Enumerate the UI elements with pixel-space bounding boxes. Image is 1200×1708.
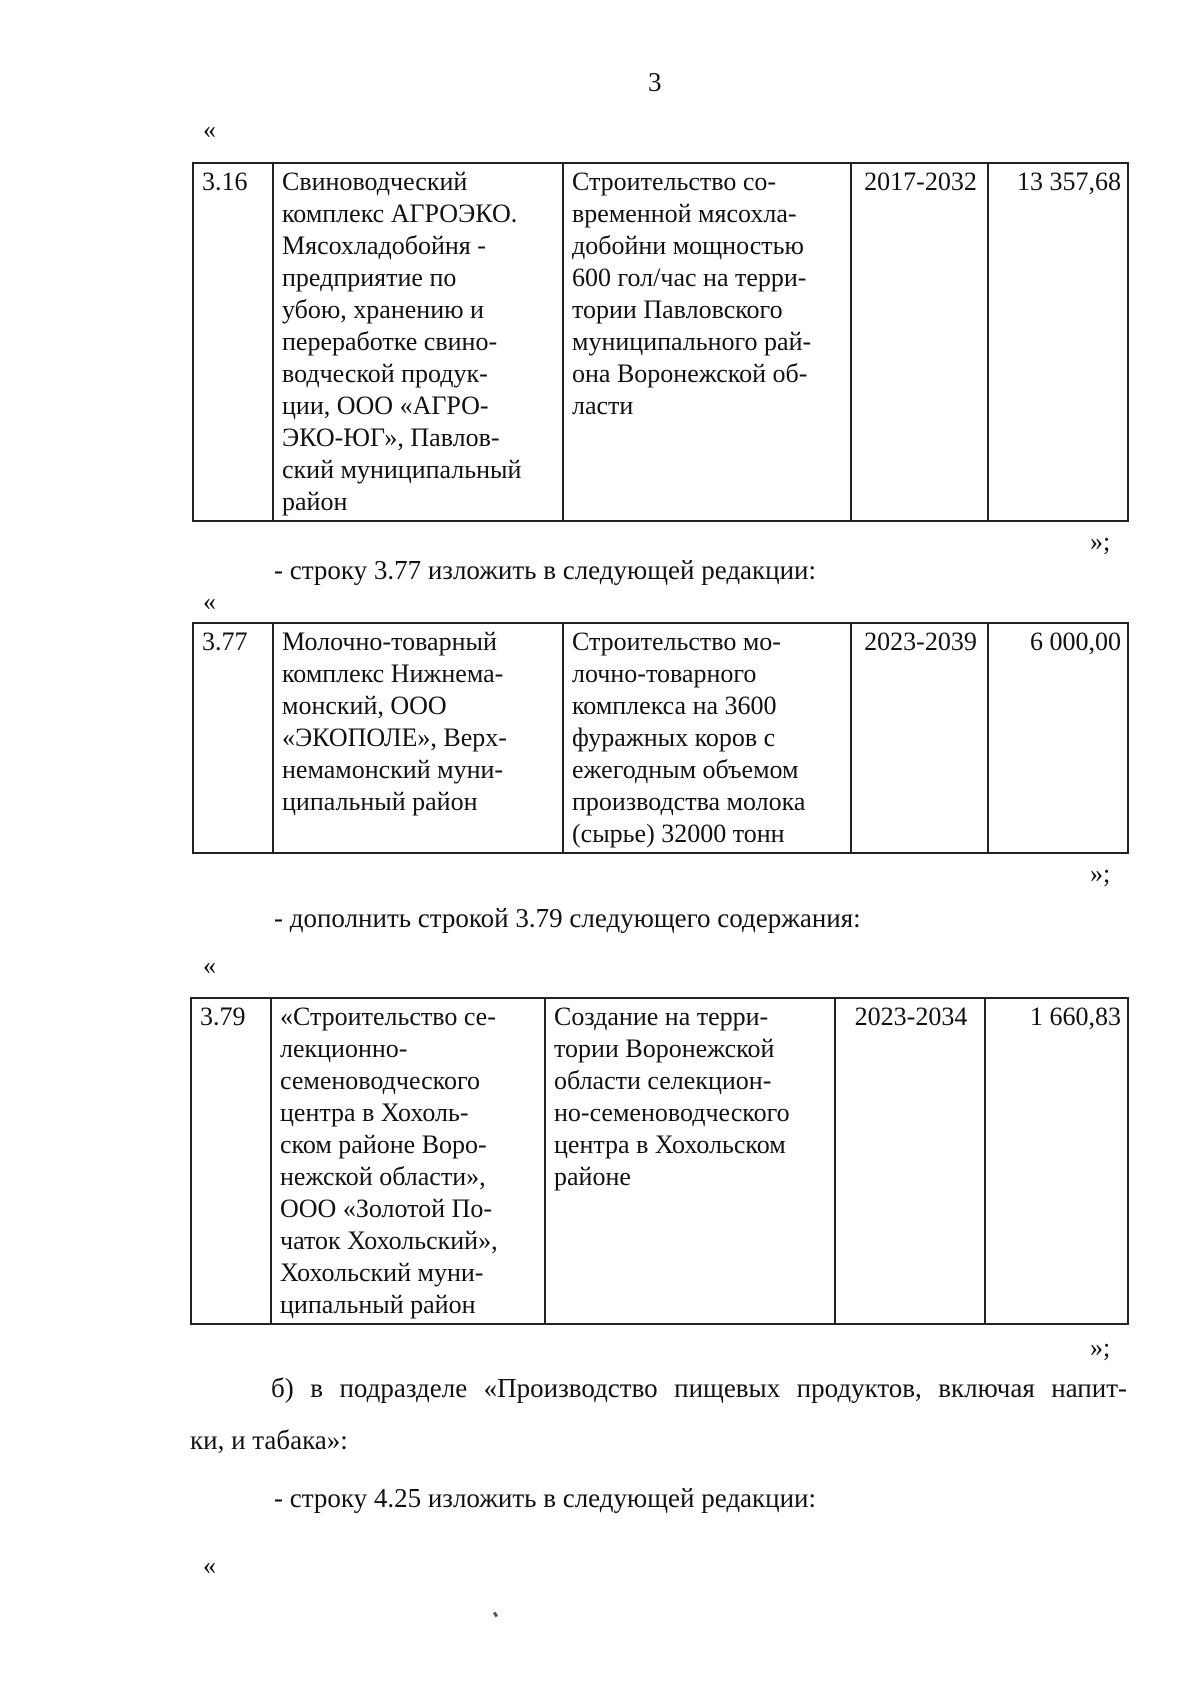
- instruction-3-79: - дополнить строкой 3.79 следующего содержания:: [274, 903, 861, 933]
- paragraph-b-line-2: ки, и табака»:: [190, 1425, 348, 1455]
- open-quote: «: [203, 1551, 216, 1580]
- open-quote: «: [203, 587, 216, 616]
- object-description: Создание на терри- тории Воронежской области селекцион- но-семеноводческого центра в Хохольском районе: [545, 998, 835, 1324]
- close-quote: »;: [1090, 527, 1111, 556]
- row-number: 3.77: [193, 623, 273, 853]
- investment-amount: 13 357,68: [988, 163, 1128, 521]
- investment-amount: 1 660,83: [985, 998, 1128, 1324]
- open-quote: «: [203, 951, 216, 980]
- implementation-period: 2023-2039: [851, 623, 988, 853]
- table-row-3-79: [190, 997, 1129, 1325]
- object-name: Свиноводческий комплекс АГРОЭКО. Мясохладобойня - предприятие по убою, хранению и переработке свино- водческой продук- ции, ООО «АГРО- ЭКО-ЮГ», Павлов- ский муниципальный район: [273, 163, 563, 521]
- row-number: 3.79: [191, 998, 271, 1324]
- close-quote: »;: [1090, 1333, 1111, 1362]
- implementation-period: 2023-2034: [835, 998, 985, 1324]
- object-name: Молочно-товарный комплекс Нижнема- монский, ООО «ЭКОПОЛЕ», Верх- немамонский муни- ципальный район: [273, 623, 563, 853]
- instruction-4-25: - строку 4.25 изложить в следующей редакции:: [274, 1483, 817, 1513]
- paragraph-b-line-1: б) в подразделе «Производство пищевых продуктов, включая напит-: [271, 1373, 1127, 1403]
- close-quote: »;: [1090, 859, 1111, 888]
- object-description: Строительство мо- лочно-товарного комплекса на 3600 фуражных коров с ежегодным объемом производства молока (сырье) 32000 тонн: [563, 623, 851, 853]
- implementation-period: 2017-2032: [851, 163, 988, 521]
- scan-speck: [493, 1612, 498, 1618]
- object-description: Строительство со- временной мясохла- добойни мощностью 600 гол/час на терри- тории Павловского муниципального рай- она Воронежской об- ласти: [563, 163, 851, 521]
- investment-amount: 6 000,00: [988, 623, 1128, 853]
- table-row-3-16: [192, 162, 1129, 522]
- instruction-3-77: - строку 3.77 изложить в следующей редакции:: [274, 555, 817, 585]
- page-number: 3: [648, 67, 662, 97]
- row-number: 3.16: [193, 163, 273, 521]
- object-name: «Строительство се- лекционно- семеноводческого центра в Хохоль- ском районе Воро- нежской области», ООО «Золотой По- чаток Хохольский», Хохольский муни- ципальный район: [271, 998, 545, 1324]
- table-row-3-77: [192, 622, 1129, 854]
- open-quote: «: [203, 115, 216, 144]
